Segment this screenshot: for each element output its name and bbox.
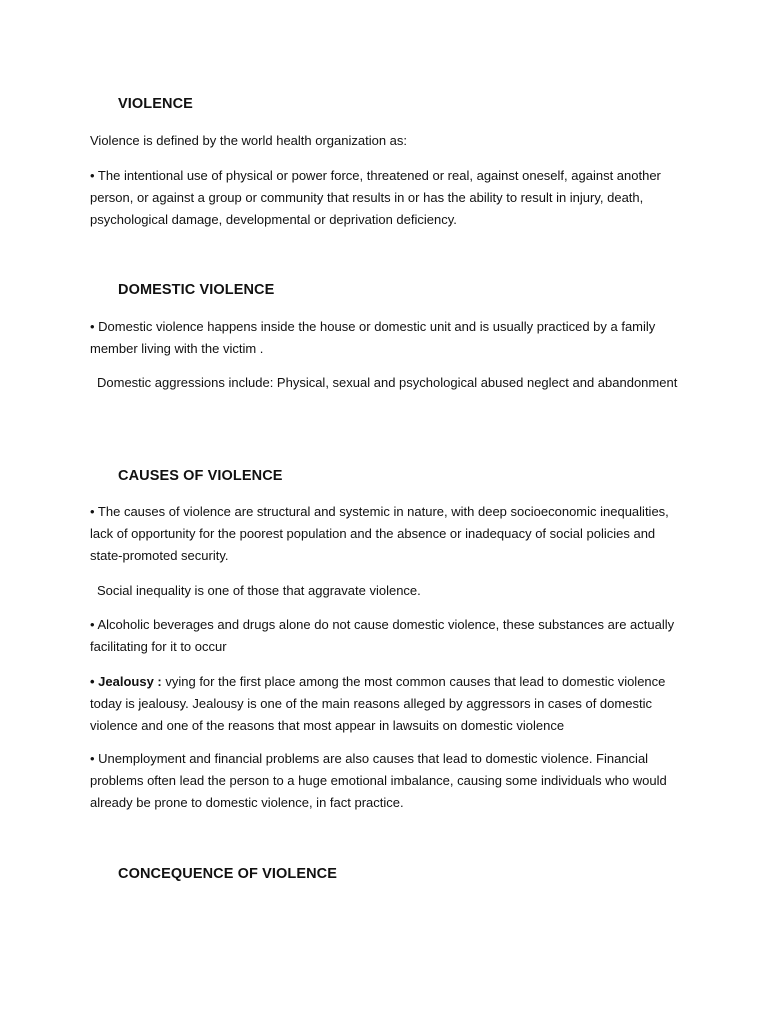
jealousy-term: • Jealousy :: [90, 674, 162, 689]
section-heading-violence: VIOLENCE: [118, 96, 193, 112]
alcohol-drugs-bullet: • Alcoholic beverages and drugs alone do not cause domestic violence, these substances are actually facilitating for it to occur: [90, 617, 675, 654]
domestic-violence-bullet: • Domestic violence happens inside the house or domestic unit and is usually practiced by a family member living with the victim .: [90, 319, 656, 356]
definition-intro: Violence is defined by the world health organization as:: [90, 133, 408, 148]
section-heading-domestic-violence: DOMESTIC VIOLENCE: [118, 282, 275, 298]
section-heading-causes-of-violence: CAUSES OF VIOLENCE: [118, 468, 283, 484]
jealousy-bullet: [90, 671, 680, 737]
who-definition-bullet: • The intentional use of physical or power force, threatened or real, against oneself, against another person, or against a group or community that results in or has the ability to result in injury, death, psychological damage, developmental or deprivation deficiency.: [90, 168, 661, 227]
unemployment-bullet: • Unemployment and financial problems are also causes that lead to domestic violence. Financial problems often lead the person to a huge emotional imbalance, causing some individuals who would already be prone to domestic violence, in fact practice.: [90, 751, 667, 810]
section-heading-consequence-of-violence: CONCEQUENCE OF VIOLENCE: [118, 866, 338, 882]
structural-causes-bullet: • The causes of violence are structural and systemic in nature, with deep socioeconomic inequalities, lack of opportunity for the poorest population and the absence or inadequacy of social policies and state-promoted security.: [90, 504, 669, 563]
jealousy-text: vying for the first place among the most common causes that lead to domestic violence today is jealousy. Jealousy is one of the main reasons alleged by aggressors in cases of domestic violence and one of the reasons that most appear in lawsuits on domestic violence: [90, 674, 666, 733]
domestic-aggressions-text: Domestic aggressions include: Physical, sexual and psychological abused neglect and abandonment: [97, 375, 678, 390]
social-inequality-text: Social inequality is one of those that aggravate violence.: [97, 583, 421, 598]
